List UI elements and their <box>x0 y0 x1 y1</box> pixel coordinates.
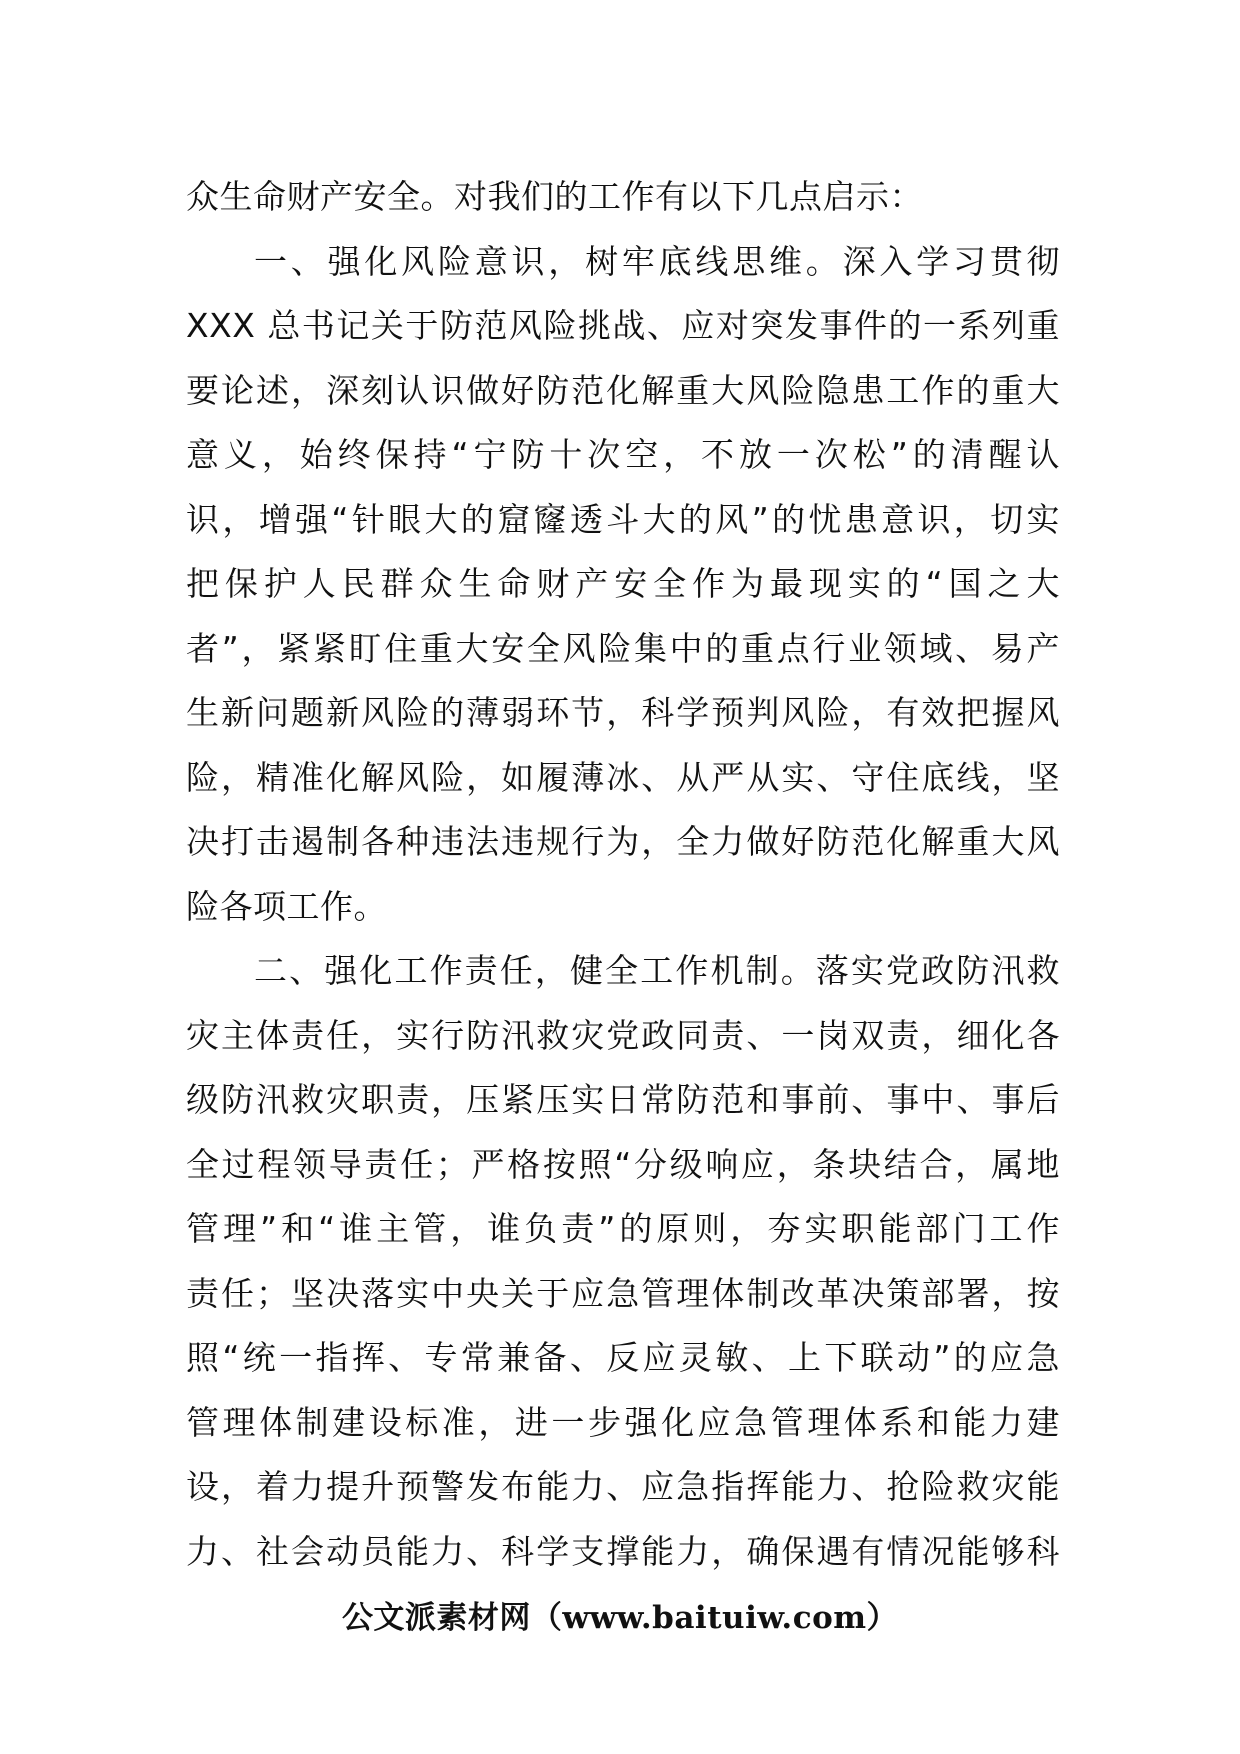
body-line: 识，增强“针眼大的窟窿透斗大的风”的忧患意识，切实 <box>186 499 1060 539</box>
paragraph-heading-line: 一、强化风险意识，树牢底线思维。深入学习贯彻 <box>254 241 1060 281</box>
body-line: 设，着力提升预警发布能力、应急指挥能力、抢险救灾能 <box>186 1467 1060 1506</box>
body-line: 管理”和“谁主管，谁负责”的原则，夯实职能部门工作 <box>186 1209 1060 1248</box>
body-line: 决打击遏制各种违法违规行为，全力做好防范化解重大风 <box>186 822 1060 861</box>
body-line: 全过程领导责任；严格按照“分级响应，条块结合，属地 <box>186 1144 1060 1184</box>
body-line: 者”，紧紧盯住重大安全风险集中的重点行业领域、易产 <box>186 628 1060 668</box>
paragraph-heading-line: 二、强化工作责任，健全工作机制。落实党政防汛救 <box>254 951 1060 990</box>
body-line: 力、社会动员能力、科学支撑能力，确保遇有情况能够科 <box>186 1531 1060 1571</box>
body-line: 管理体制建设标准，进一步强化应急管理体系和能力建 <box>186 1402 1060 1442</box>
body-line: 生新问题新风险的薄弱环节，科学预判风险，有效把握风 <box>186 693 1060 732</box>
body-line: 把保护人民群众生命财产安全作为最现实的“国之大 <box>186 564 1060 603</box>
body-line: 众生命财产安全。对我们的工作有以下几点启示： <box>186 177 923 216</box>
body-line: 险各项工作。 <box>186 886 387 926</box>
body-line: XXX 总书记关于防范风险挑战、应对突发事件的一系列重 <box>186 306 1060 345</box>
body-line: 意义，始终保持“宁防十次空，不放一次松”的清醒认 <box>186 435 1060 474</box>
footer-watermark-text: 公文派素材网（www.baituiw.com） <box>341 1600 899 1636</box>
body-line: 级防汛救灾职责，压紧压实日常防范和事前、事中、事后 <box>186 1080 1060 1119</box>
body-line: 照“统一指挥、专常兼备、反应灵敏、上下联动”的应急 <box>186 1338 1060 1377</box>
body-line: 责任；坚决落实中央关于应急管理体制改革决策部署，按 <box>186 1273 1060 1313</box>
body-line: 灾主体责任，实行防汛救灾党政同责、一岗双责，细化各 <box>186 1015 1060 1055</box>
document-body <box>186 165 1060 1584</box>
body-line: 险，精准化解风险，如履薄冰、从严从实、守住底线，坚 <box>186 757 1060 797</box>
body-line: 要论述，深刻认识做好防范化解重大风险隐患工作的重大 <box>186 370 1060 410</box>
